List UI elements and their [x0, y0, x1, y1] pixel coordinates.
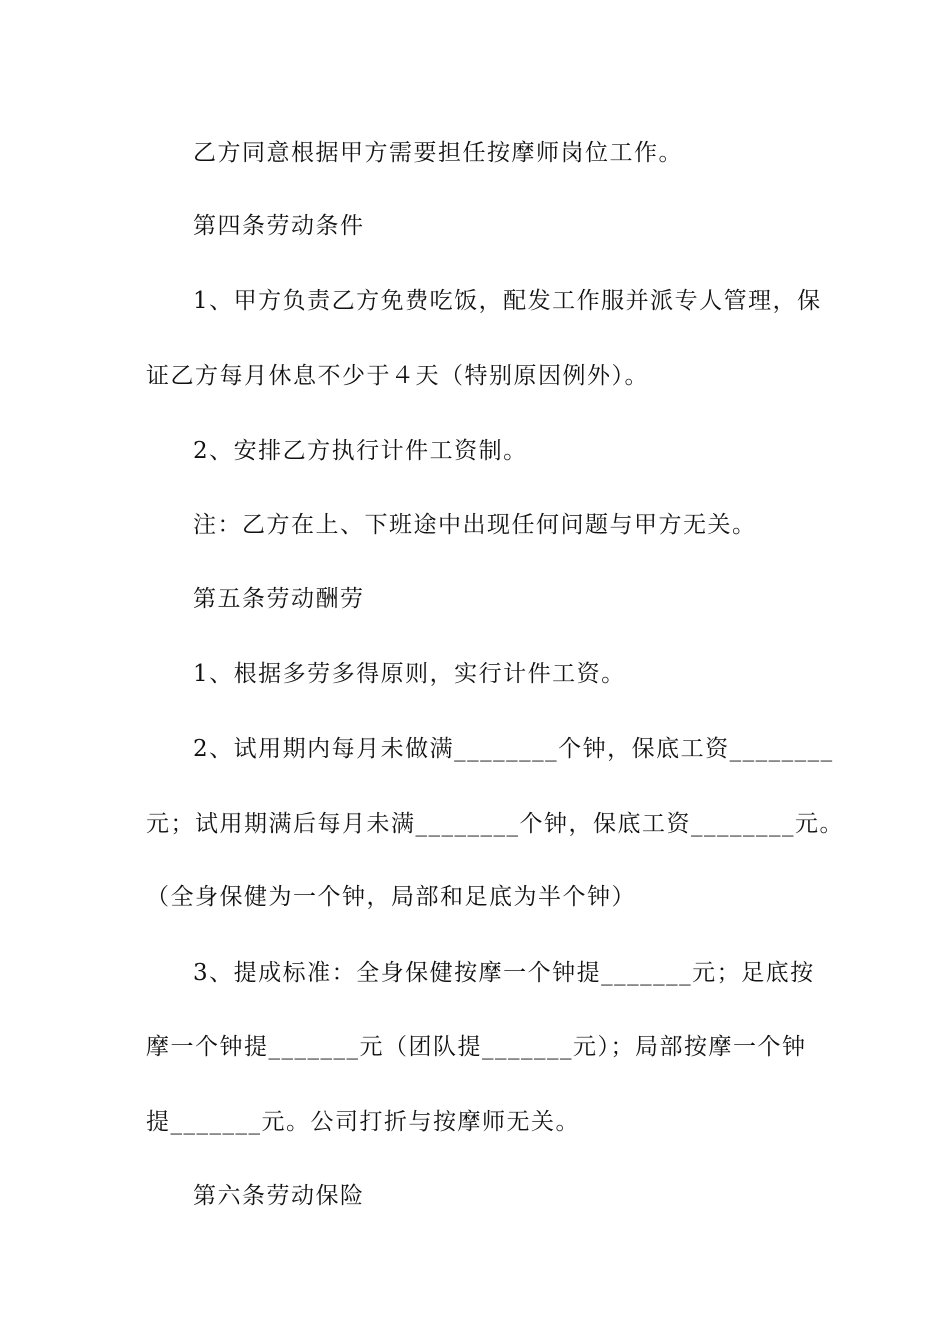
paragraph-line: 乙方同意根据甲方需要担任按摩师岗位工作。 [193, 140, 683, 166]
paragraph-line: 2、安排乙方执行计件工资制。 [193, 438, 528, 464]
paragraph-line: 2、试用期内每月未做满________个钟，保底工资________ [193, 736, 834, 762]
paragraph-line: （全身保健为一个钟，局部和足底为半个钟） [146, 884, 636, 910]
paragraph-line: 注：乙方在上、下班途中出现任何问题与甲方无关。 [193, 512, 757, 538]
section-heading-4: 第四条劳动条件 [193, 213, 365, 239]
section-heading-6: 第六条劳动保险 [193, 1183, 365, 1209]
paragraph-line: 摩一个钟提_______元（团队提_______元）；局部按摩一个钟 [146, 1034, 807, 1060]
paragraph-line: 提_______元。公司打折与按摩师无关。 [146, 1109, 580, 1135]
paragraph-line: 1、根据多劳多得原则，实行计件工资。 [193, 661, 626, 687]
paragraph-line: 3、提成标准：全身保健按摩一个钟提_______元；足底按 [193, 960, 815, 986]
paragraph-line: 1、甲方负责乙方免费吃饭，配发工作服并派专人管理，保 [193, 288, 822, 314]
section-heading-5: 第五条劳动酬劳 [193, 586, 365, 612]
paragraph-line: 元；试用期满后每月未满________个钟，保底工资________元。 [146, 811, 844, 837]
paragraph-line: 证乙方每月休息不少于４天（特别原因例外）。 [146, 363, 649, 389]
